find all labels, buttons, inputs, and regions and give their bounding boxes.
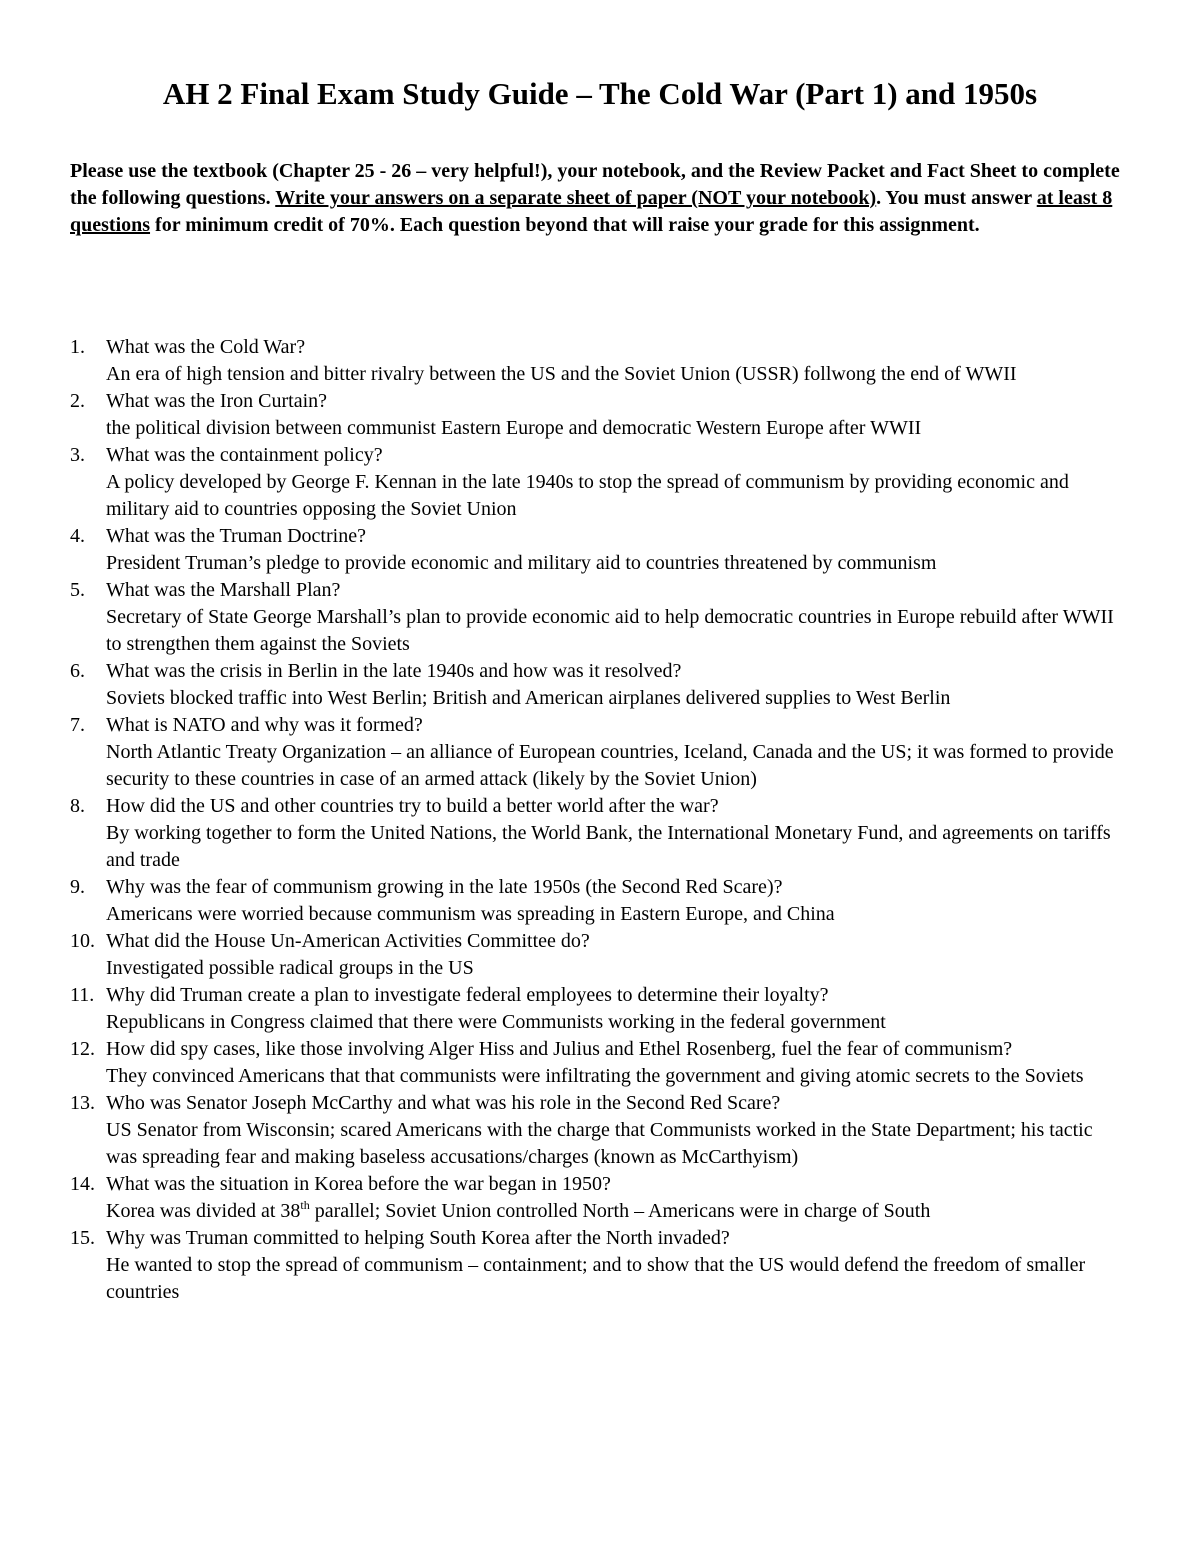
question-number: 9. <box>70 876 85 898</box>
question-list <box>0 334 1200 1306</box>
answer-text-part: parallel; Soviet Union controlled North – Americans were in charge of South <box>309 1200 931 1222</box>
question-item <box>0 577 1126 658</box>
question-item <box>0 712 1126 793</box>
question-text: What was the Iron Curtain? <box>106 390 328 412</box>
question-number: 8. <box>70 795 85 817</box>
question-text: What did the House Un-American Activities Committee do? <box>106 930 590 952</box>
question-item <box>0 1171 1126 1225</box>
page-title: AH 2 Final Exam Study Guide – The Cold War (Part 1) and 1950s <box>162 76 1038 111</box>
instructions-text-1: Please use the textbook (Chapter 25 - 26 – very helpful!), your notebook, and the Review Packet and Fact Sheet to complete the following questions. <box>70 160 1120 209</box>
answer-text: By working together to form the United Nations, the World Bank, the International Monetary Fund, and agreements on tariffs and trade <box>106 822 1111 871</box>
answer-text: He wanted to stop the spread of communism – containment; and to show that the US would defend the freedom of smaller countries <box>106 1254 1086 1303</box>
instructions-underline-1: Write your answers on a separate sheet of paper (NOT your notebook) <box>275 187 877 209</box>
question-text: How did spy cases, like those involving Alger Hiss and Julius and Ethel Rosenberg, fuel the fear of communism? <box>106 1038 1013 1060</box>
answer-text: A policy developed by George F. Kennan in the late 1940s to stop the spread of communism by providing economic and military aid to countries opposing the Soviet Union <box>106 471 1069 520</box>
question-text: What was the containment policy? <box>106 444 383 466</box>
question-item <box>0 874 1126 928</box>
question-text: What was the crisis in Berlin in the late 1940s and how was it resolved? <box>106 660 682 682</box>
answer-text: They convinced Americans that that communists were infiltrating the government and giving atomic secrets to the Soviets <box>106 1065 1084 1087</box>
question-item <box>0 334 1126 388</box>
question-number: 6. <box>70 660 85 682</box>
question-text: What was the Truman Doctrine? <box>106 525 366 547</box>
question-text: What was the Marshall Plan? <box>106 579 341 601</box>
question-item <box>0 1225 1126 1306</box>
question-number: 1. <box>70 336 85 358</box>
answer-text: President Truman’s pledge to provide economic and military aid to countries threatened by communism <box>106 552 937 574</box>
question-text: What was the Cold War? <box>106 336 306 358</box>
answer-text: the political division between communist Eastern Europe and democratic Western Europe after WWII <box>106 417 922 439</box>
question-number: 2. <box>70 390 85 412</box>
question-text: Who was Senator Joseph McCarthy and what was his role in the Second Red Scare? <box>106 1092 781 1114</box>
question-number: 11. <box>70 984 95 1006</box>
question-number: 15. <box>70 1227 95 1249</box>
answer-text-part: Korea was divided at 38 <box>106 1200 301 1222</box>
question-number: 3. <box>70 444 85 466</box>
answer-text <box>106 1198 1126 1225</box>
answer-text: An era of high tension and bitter rivalry between the US and the Soviet Union (USSR) follwong the end of WWII <box>106 363 1017 385</box>
answer-text: Secretary of State George Marshall’s plan to provide economic aid to help democratic countries in Europe rebuild after WWII to strengthen them against the Soviets <box>106 606 1114 655</box>
instructions-paragraph <box>70 158 1140 239</box>
ordinal-suffix: th <box>300 1198 310 1212</box>
instructions-text-2: . You must answer <box>876 187 1037 209</box>
question-item <box>0 928 1126 982</box>
question-item <box>0 982 1126 1036</box>
question-number: 4. <box>70 525 85 547</box>
question-text: What was the situation in Korea before the war began in 1950? <box>106 1173 611 1195</box>
question-number: 12. <box>70 1038 95 1060</box>
instructions-text-3: for minimum credit of 70%. Each question beyond that will raise your grade for this assignment. <box>150 214 980 236</box>
question-item <box>0 442 1126 523</box>
answer-text: Americans were worried because communism was spreading in Eastern Europe, and China <box>106 903 835 925</box>
question-item <box>0 1090 1126 1171</box>
question-text: Why was the fear of communism growing in the late 1950s (the Second Red Scare)? <box>106 876 783 898</box>
question-item <box>0 793 1126 874</box>
answer-text: Republicans in Congress claimed that there were Communists working in the federal government <box>106 1011 886 1033</box>
answer-text: North Atlantic Treaty Organization – an alliance of European countries, Iceland, Canada and the US; it was formed to provide security to these countries in case of an armed attack (likely by the Soviet Union) <box>106 741 1114 790</box>
instructions-underline-2: at least 8 questions <box>70 187 1113 236</box>
question-item <box>0 1036 1126 1090</box>
question-number: 5. <box>70 579 85 601</box>
question-text: How did the US and other countries try to build a better world after the war? <box>106 795 719 817</box>
answer-text: Soviets blocked traffic into West Berlin; British and American airplanes delivered supplies to West Berlin <box>106 687 951 709</box>
question-text: Why was Truman committed to helping South Korea after the North invaded? <box>106 1227 730 1249</box>
question-number: 7. <box>70 714 85 736</box>
question-item <box>0 523 1126 577</box>
question-item <box>0 388 1126 442</box>
question-text: Why did Truman create a plan to investigate federal employees to determine their loyalty? <box>106 984 829 1006</box>
question-number: 14. <box>70 1173 95 1195</box>
question-number: 10. <box>70 930 95 952</box>
answer-text: Investigated possible radical groups in the US <box>106 957 474 979</box>
question-text: What is NATO and why was it formed? <box>106 714 423 736</box>
answer-text: US Senator from Wisconsin; scared Americans with the charge that Communists worked in the State Department; his tactic was spreading fear and making baseless accusations/charges (known as McCarthyism) <box>106 1119 1093 1168</box>
question-item <box>0 658 1126 712</box>
question-number: 13. <box>70 1092 95 1114</box>
